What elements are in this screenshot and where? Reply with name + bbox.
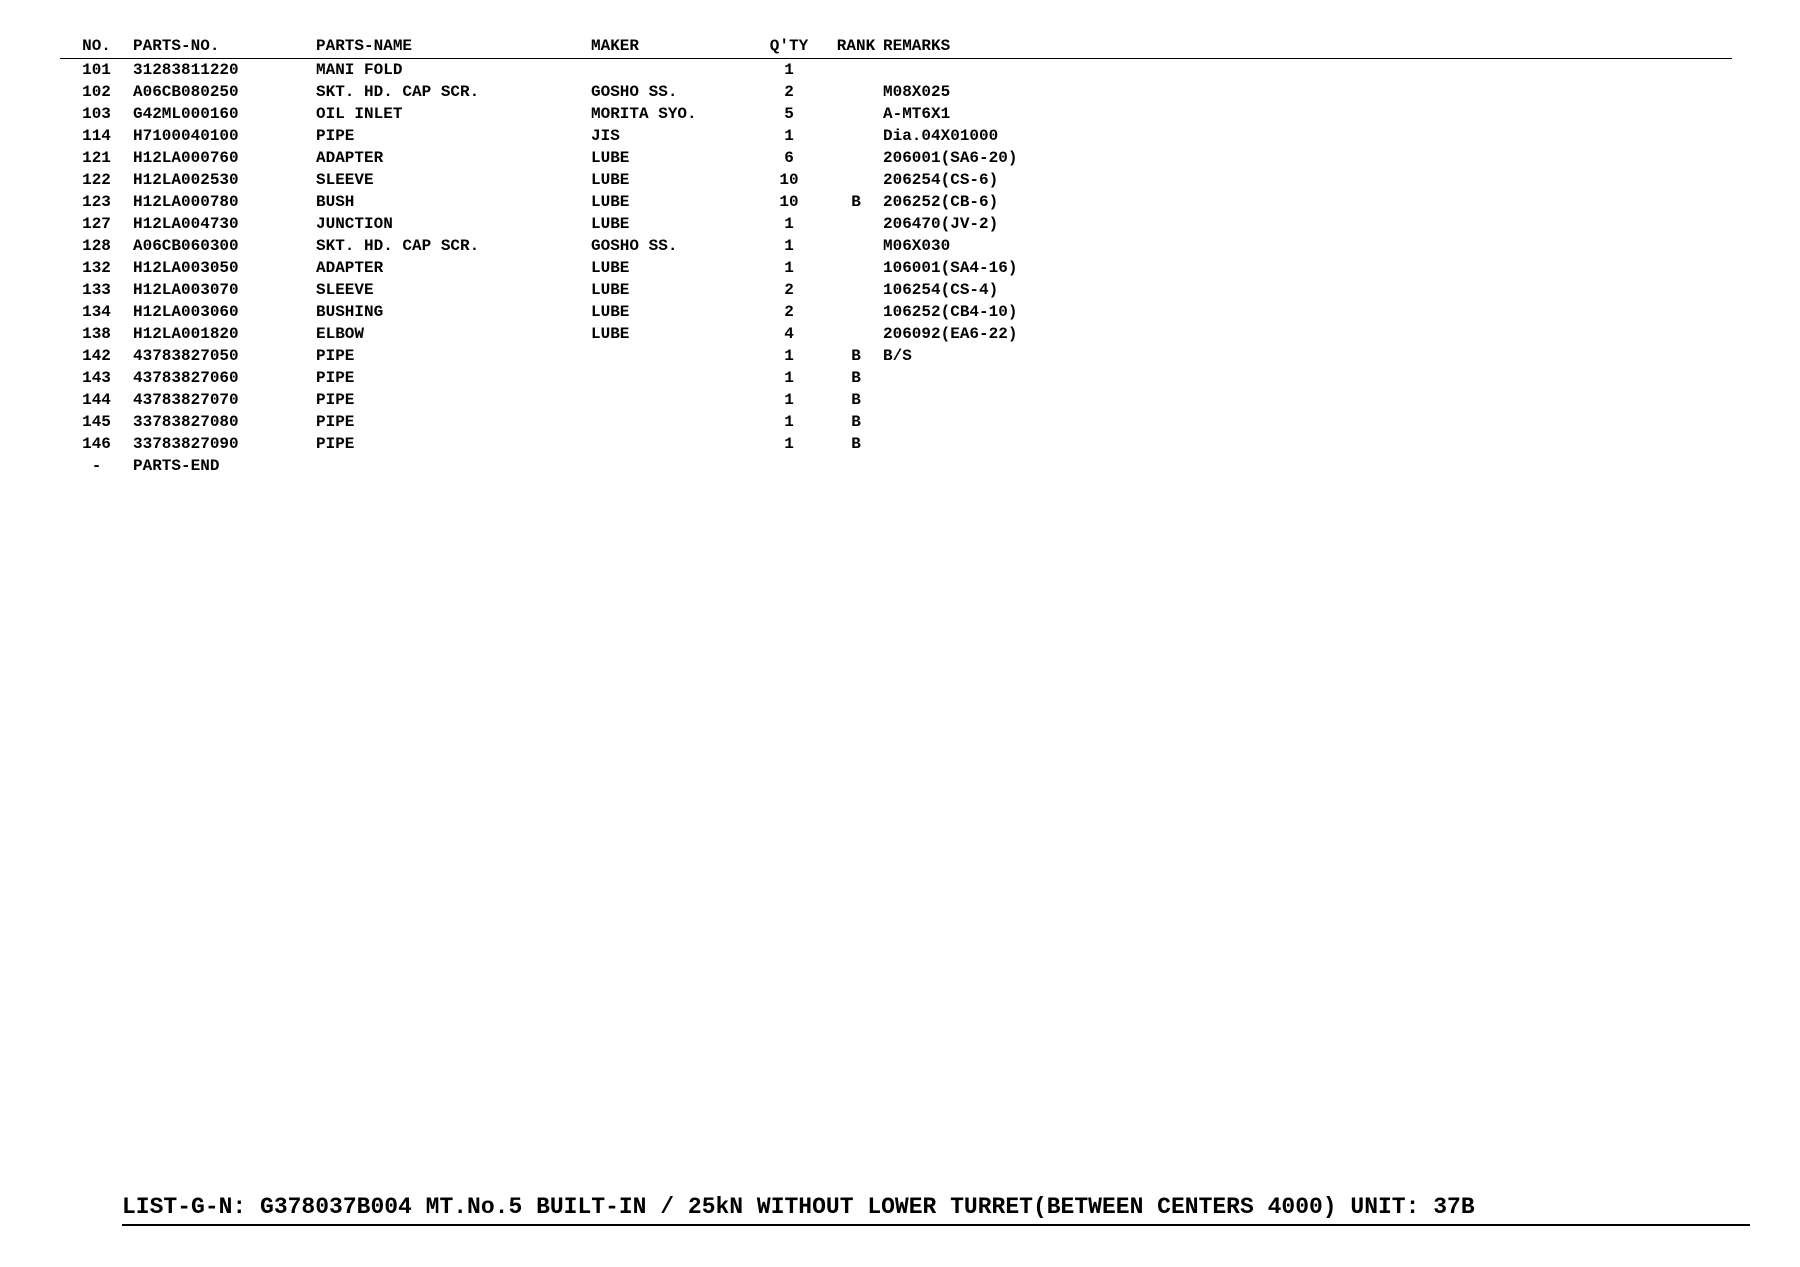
- cell-qty: 1: [784, 237, 794, 255]
- table-row: [60, 367, 1732, 389]
- cell-qty: 6: [784, 149, 794, 167]
- cell-maker: [591, 433, 749, 455]
- cell-parts-name: ADAPTER: [316, 149, 384, 167]
- table-body: [60, 59, 1732, 478]
- cell-rank: [829, 103, 883, 125]
- table-row: [60, 345, 1732, 367]
- table-row: [60, 191, 1732, 213]
- cell-rank: [829, 257, 883, 279]
- cell-parts-name: MANI FOLD: [316, 61, 403, 79]
- cell-qty: 2: [784, 303, 794, 321]
- cell-no: 103: [82, 105, 111, 123]
- cell-maker: LUBE: [591, 215, 630, 233]
- header-rank: RANK: [829, 34, 883, 59]
- cell-qty: 10: [779, 193, 799, 211]
- cell-no: 101: [82, 61, 111, 79]
- cell-remarks: 106001(SA4-16): [883, 259, 1018, 277]
- cell-parts-name: PIPE: [316, 413, 355, 431]
- cell-qty: 1: [784, 259, 794, 277]
- cell-remarks: [883, 411, 1732, 433]
- cell-maker: GOSHO SS.: [591, 237, 678, 255]
- cell-no: 128: [82, 237, 111, 255]
- cell-qty: 5: [784, 105, 794, 123]
- cell-remarks: 206001(SA6-20): [883, 149, 1018, 167]
- cell-parts-name: PIPE: [316, 435, 355, 453]
- cell-rank: [829, 279, 883, 301]
- cell-parts-name: PIPE: [316, 391, 355, 409]
- cell-no: 142: [82, 347, 111, 365]
- cell-parts-no: H12LA003060: [133, 303, 239, 321]
- cell-parts-name: SKT. HD. CAP SCR.: [316, 83, 480, 101]
- cell-parts-name: ADAPTER: [316, 259, 384, 277]
- cell-rank: [829, 147, 883, 169]
- table-header: [60, 34, 1732, 59]
- cell-parts-no: PARTS-END: [133, 457, 220, 475]
- cell-qty: 1: [784, 347, 794, 365]
- cell-parts-no: 33783827090: [133, 435, 239, 453]
- cell-remarks: 206254(CS-6): [883, 171, 999, 189]
- cell-parts-name: OIL INLET: [316, 105, 403, 123]
- cell-parts-name: SLEEVE: [316, 281, 374, 299]
- cell-parts-name: SKT. HD. CAP SCR.: [316, 237, 480, 255]
- table-row: [60, 411, 1732, 433]
- cell-qty: 1: [784, 61, 794, 79]
- cell-rank: B: [851, 391, 861, 409]
- cell-parts-name: BUSH: [316, 193, 355, 211]
- header-no: NO.: [60, 34, 133, 59]
- cell-parts-no: 43783827050: [133, 347, 239, 365]
- table-row: [60, 213, 1732, 235]
- table-row: [60, 147, 1732, 169]
- cell-remarks: B/S: [883, 347, 912, 365]
- cell-remarks: [883, 367, 1732, 389]
- cell-rank: [829, 213, 883, 235]
- cell-qty: 2: [784, 281, 794, 299]
- cell-parts-no: H12LA001820: [133, 325, 239, 343]
- cell-rank: [829, 59, 883, 82]
- cell-parts-name: PIPE: [316, 347, 355, 365]
- cell-maker: LUBE: [591, 149, 630, 167]
- cell-no: 127: [82, 215, 111, 233]
- cell-qty: 10: [779, 171, 799, 189]
- cell-no: 123: [82, 193, 111, 211]
- cell-no: 138: [82, 325, 111, 343]
- cell-rank: [829, 301, 883, 323]
- parts-list-table: [60, 34, 1732, 477]
- cell-maker: [591, 345, 749, 367]
- cell-no: -: [91, 457, 102, 475]
- cell-parts-name: JUNCTION: [316, 215, 393, 233]
- cell-parts-no: G42ML000160: [133, 105, 239, 123]
- cell-no: 121: [82, 149, 111, 167]
- cell-rank: B: [851, 193, 861, 211]
- table-row: [60, 257, 1732, 279]
- cell-remarks: M08X025: [883, 83, 951, 101]
- cell-parts-no: H12LA002530: [133, 171, 239, 189]
- cell-rank: [829, 235, 883, 257]
- cell-parts-no: H12LA004730: [133, 215, 239, 233]
- table-row: [60, 279, 1732, 301]
- cell-maker: LUBE: [591, 303, 630, 321]
- cell-qty: 1: [784, 413, 794, 431]
- cell-no: 114: [82, 127, 111, 145]
- cell-maker: [591, 411, 749, 433]
- cell-rank: B: [851, 435, 861, 453]
- cell-maker: [591, 389, 749, 411]
- cell-qty: 1: [784, 369, 794, 387]
- cell-parts-no: H12LA000760: [133, 149, 239, 167]
- table-row: [60, 455, 1732, 477]
- header-row: [60, 34, 1732, 59]
- cell-qty: 1: [784, 127, 794, 145]
- cell-qty: [749, 455, 829, 477]
- cell-rank: [829, 169, 883, 191]
- cell-qty: 1: [784, 215, 794, 233]
- cell-parts-name: [316, 455, 591, 477]
- cell-remarks: 206252(CB-6): [883, 193, 999, 211]
- cell-maker: LUBE: [591, 259, 630, 277]
- cell-remarks: [883, 389, 1732, 411]
- cell-rank: [829, 455, 883, 477]
- cell-rank: [829, 323, 883, 345]
- cell-remarks: [883, 59, 1732, 82]
- table-row: [60, 323, 1732, 345]
- cell-parts-name: SLEEVE: [316, 171, 374, 189]
- cell-rank: [829, 125, 883, 147]
- cell-no: 143: [82, 369, 111, 387]
- table-row: [60, 81, 1732, 103]
- table-row: [60, 301, 1732, 323]
- cell-no: 146: [82, 435, 111, 453]
- cell-rank: B: [851, 369, 861, 387]
- cell-remarks: 106252(CB4-10): [883, 303, 1018, 321]
- cell-remarks: A-MT6X1: [883, 105, 951, 123]
- cell-parts-no: 43783827070: [133, 391, 239, 409]
- cell-parts-no: A06CB080250: [133, 83, 239, 101]
- cell-parts-no: A06CB060300: [133, 237, 239, 255]
- cell-maker: LUBE: [591, 325, 630, 343]
- cell-maker: MORITA SYO.: [591, 105, 697, 123]
- cell-maker: [591, 59, 749, 82]
- cell-remarks: 206092(EA6-22): [883, 325, 1018, 343]
- cell-maker: LUBE: [591, 281, 630, 299]
- header-parts-no: PARTS-NO.: [133, 34, 316, 59]
- cell-parts-no: H7100040100: [133, 127, 239, 145]
- cell-no: 145: [82, 413, 111, 431]
- cell-maker: LUBE: [591, 171, 630, 189]
- cell-parts-no: 31283811220: [133, 61, 239, 79]
- cell-no: 134: [82, 303, 111, 321]
- cell-qty: 2: [784, 83, 794, 101]
- cell-parts-no: 33783827080: [133, 413, 239, 431]
- cell-no: 122: [82, 171, 111, 189]
- cell-rank: B: [851, 413, 861, 431]
- cell-remarks: Dia.04X01000: [883, 127, 999, 145]
- table-row: [60, 169, 1732, 191]
- header-qty: Q'TY: [749, 34, 829, 59]
- table-row: [60, 103, 1732, 125]
- cell-qty: 1: [784, 435, 794, 453]
- table-row: [60, 389, 1732, 411]
- cell-remarks: M06X030: [883, 237, 951, 255]
- cell-maker: [591, 367, 749, 389]
- cell-maker: GOSHO SS.: [591, 83, 678, 101]
- cell-parts-name: ELBOW: [316, 325, 365, 343]
- list-footer-title: LIST-G-N: G378037B004 MT.No.5 BUILT-IN / 25kN WITHOUT LOWER TURRET(BETWEEN CENTERS 4000) UNIT: 37B: [122, 1190, 1750, 1226]
- cell-maker: [591, 455, 749, 477]
- cell-qty: 1: [784, 391, 794, 409]
- cell-maker: LUBE: [591, 193, 630, 211]
- cell-parts-no: H12LA003050: [133, 259, 239, 277]
- table-row: [60, 235, 1732, 257]
- header-remarks: REMARKS: [883, 34, 1732, 59]
- table-row: [60, 125, 1732, 147]
- cell-remarks: 106254(CS-4): [883, 281, 999, 299]
- cell-parts-no: H12LA000780: [133, 193, 239, 211]
- header-parts-name: PARTS-NAME: [316, 34, 591, 59]
- table-row: [60, 59, 1732, 82]
- cell-remarks: [883, 433, 1732, 455]
- cell-parts-name: PIPE: [316, 369, 355, 387]
- cell-rank: B: [851, 347, 861, 365]
- cell-no: 144: [82, 391, 111, 409]
- cell-remarks: [883, 455, 1732, 477]
- cell-no: 132: [82, 259, 111, 277]
- cell-maker: JIS: [591, 127, 620, 145]
- table-row: [60, 433, 1732, 455]
- cell-parts-name: BUSHING: [316, 303, 384, 321]
- cell-no: 102: [82, 83, 111, 101]
- cell-remarks: 206470(JV-2): [883, 215, 999, 233]
- cell-parts-name: PIPE: [316, 127, 355, 145]
- header-maker: MAKER: [591, 34, 749, 59]
- cell-rank: [829, 81, 883, 103]
- cell-qty: 4: [784, 325, 794, 343]
- cell-parts-no: 43783827060: [133, 369, 239, 387]
- cell-no: 133: [82, 281, 111, 299]
- cell-parts-no: H12LA003070: [133, 281, 239, 299]
